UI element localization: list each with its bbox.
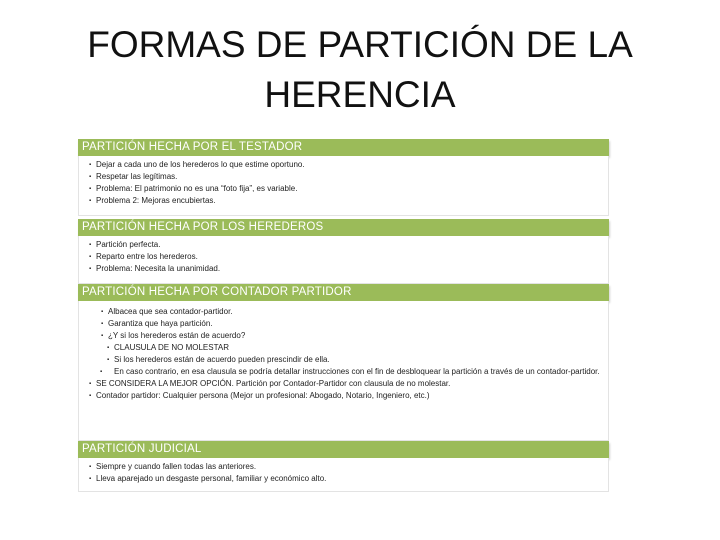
list-item: ▪ Contador partidor: Cualquier persona (Mejor un profesional: Abogado, Notario, Ingeniero, etc.) — [89, 391, 430, 400]
bullet-icon: ▪ — [89, 464, 92, 470]
section-contador-partidor — [78, 284, 609, 441]
section-judicial — [78, 441, 609, 492]
section-herederos — [78, 219, 609, 284]
list-item: ▪ Si los herederos están de acuerdo pueden prescindir de ella. — [107, 355, 330, 364]
section-header: PARTICIÓN HECHA POR LOS HEREDEROS — [78, 219, 609, 236]
list-item: ▪ ¿Y si los herederos están de acuerdo? — [101, 331, 246, 340]
bullet-icon: ▪ — [89, 266, 92, 272]
bullet-icon: ▪ — [89, 186, 92, 192]
section-body — [78, 236, 609, 284]
list-item: ▪ Problema: Necesita la unanimidad. — [89, 264, 221, 273]
list-item: ▪ Garantiza que haya partición. — [101, 319, 213, 328]
slide-title-line-1: FORMAS DE PARTICIÓN DE LA — [87, 24, 633, 65]
bullet-icon: ▪ — [89, 162, 92, 168]
list-item: ▪ En caso contrario, en esa clausula se podría detallar instrucciones con el fin de desbloquear la partición a través de un contador-partidor. — [100, 367, 600, 376]
bullet-icon: ▪ — [101, 309, 104, 315]
list-item: ▪ Lleva aparejado un desgaste personal, familiar y económico alto. — [89, 474, 327, 483]
list-item: ▪ CLAUSULA DE NO MOLESTAR — [107, 343, 229, 352]
bullet-icon: ▪ — [107, 345, 110, 351]
list-item: ▪ Siempre y cuando fallen todas las anteriores. — [89, 462, 257, 471]
section-header: PARTICIÓN JUDICIAL — [78, 441, 609, 458]
slide-title-line-2: HERENCIA — [264, 74, 456, 115]
bullet-icon: ▪ — [107, 357, 110, 363]
section-body — [78, 156, 609, 216]
list-item: ▪ Reparto entre los herederos. — [89, 252, 198, 261]
list-item: ▪ Problema: El patrimonio no es una “foto fija”, es variable. — [89, 184, 298, 193]
bullet-icon: ▪ — [89, 198, 92, 204]
bullet-icon: ▪ — [101, 333, 104, 339]
slide-title — [60, 20, 660, 120]
section-body — [78, 458, 609, 492]
bullet-icon: ▪ — [89, 381, 92, 387]
section-testador — [78, 139, 609, 216]
bullet-icon: ▪ — [100, 369, 103, 375]
bullet-icon: ▪ — [89, 174, 92, 180]
list-item: ▪ Partición perfecta. — [89, 240, 161, 249]
list-item: ▪ Problema 2: Mejoras encubiertas. — [89, 196, 216, 205]
bullet-icon: ▪ — [89, 476, 92, 482]
list-item: ▪ SE CONSIDERA LA MEJOR OPCIÓN. Partición por Contador-Partidor con clausula de no molestar. — [89, 379, 451, 388]
bullet-icon: ▪ — [101, 321, 104, 327]
section-header: PARTICIÓN HECHA POR CONTADOR PARTIDOR — [78, 284, 609, 301]
bullet-icon: ▪ — [89, 393, 92, 399]
section-body — [78, 301, 609, 441]
list-item: ▪ Albacea que sea contador-partidor. — [101, 307, 233, 316]
list-item: ▪ Respetar las legítimas. — [89, 172, 178, 181]
bullet-icon: ▪ — [89, 242, 92, 248]
bullet-icon: ▪ — [89, 254, 92, 260]
list-item: ▪ Dejar a cada uno de los herederos lo que estime oportuno. — [89, 160, 305, 169]
section-header: PARTICIÓN HECHA POR EL TESTADOR — [78, 139, 609, 156]
